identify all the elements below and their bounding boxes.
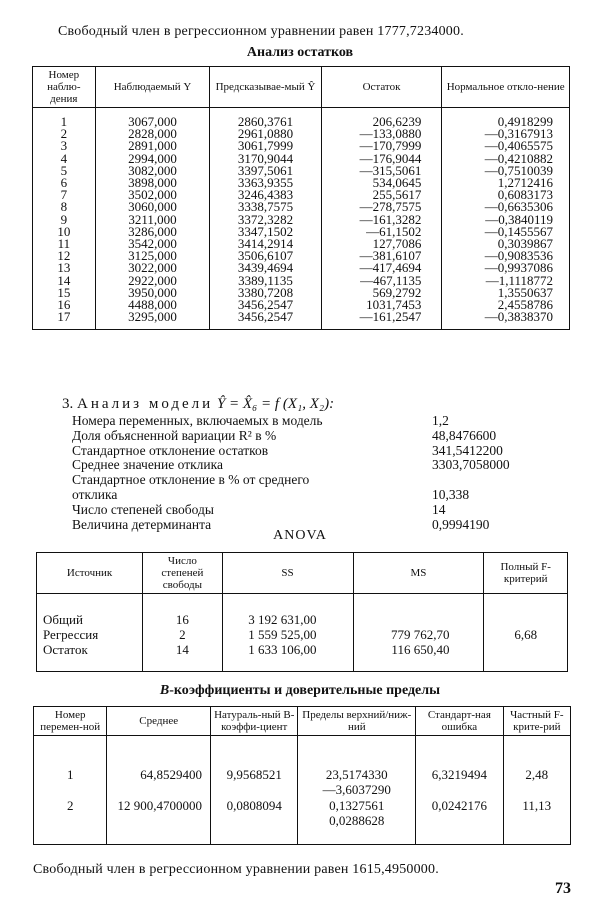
stat-label: Среднее значение отклика	[72, 457, 223, 473]
ss-cell: 3 192 631,00	[222, 594, 353, 628]
predicted-cell: 3380,7208	[210, 287, 321, 299]
mean-cell: 12 900,4700000	[107, 797, 211, 814]
intercept-line-top: Свободный член в регрессионном уравнении равен 1777,7234000.	[58, 24, 464, 39]
model-heading	[62, 396, 334, 413]
stat-label: Величина детерминанта	[72, 516, 212, 532]
ms-cell: 116 650,40	[353, 642, 484, 672]
header-obs-number: Номер наблю-дения	[33, 67, 96, 108]
std-error-cell: 0,0242176	[416, 797, 503, 814]
residual-cell: —61,1502	[321, 226, 442, 238]
stat-label: Число степеней свободы	[72, 501, 214, 517]
residual-row	[33, 108, 570, 129]
header-ss: SS	[222, 553, 353, 594]
predicted-cell: 3347,1502	[210, 226, 321, 238]
observed-cell: 2994,000	[95, 153, 210, 165]
normal-deviation-cell: —0,7510039	[442, 165, 570, 177]
residual-cell: —170,7999	[321, 140, 442, 152]
b-coef-cell	[210, 783, 297, 798]
predicted-cell: 2961,0880	[210, 128, 321, 140]
predicted-cell: 3456,2547	[210, 311, 321, 330]
observed-cell: 4488,000	[95, 299, 210, 311]
header-var-number: Номер перемен-ной	[34, 707, 107, 736]
obs-number-cell: 1	[33, 108, 96, 129]
coef-row	[34, 783, 571, 798]
predicted-cell: 3170,9044	[210, 153, 321, 165]
intercept-line-bottom: Свободный член в регрессионном уравнении равен 1615,4950000.	[33, 862, 439, 877]
var-number-cell: 1	[34, 736, 107, 783]
observed-cell: 3295,000	[95, 311, 210, 330]
obs-number-cell: 4	[33, 153, 96, 165]
header-source: Источник	[37, 553, 143, 594]
stat-row	[72, 429, 552, 444]
observed-cell: 3082,000	[95, 165, 210, 177]
predicted-cell: 3439,4694	[210, 262, 321, 274]
partial-f-cell	[503, 783, 570, 798]
partial-f-cell: 11,13	[503, 797, 570, 814]
normal-deviation-cell: —0,9937086	[442, 262, 570, 274]
residual-cell: 569,2792	[321, 287, 442, 299]
df-cell: 16	[143, 594, 222, 628]
ms-cell: 779 762,70	[353, 627, 484, 642]
residual-cell: 255,5617	[321, 189, 442, 201]
partial-f-cell: 2,48	[503, 736, 570, 783]
residuals-table	[32, 66, 570, 330]
limits-cell: —3,6037290	[298, 783, 416, 798]
obs-number-cell: 10	[33, 226, 96, 238]
observed-cell: 3898,000	[95, 177, 210, 189]
predicted-cell: 3506,6107	[210, 250, 321, 262]
obs-number-cell: 15	[33, 287, 96, 299]
anova-title: ANOVA	[273, 528, 327, 543]
stat-value: 3303,7058000	[432, 457, 510, 473]
stat-value: 10,338	[432, 486, 470, 502]
residual-row	[33, 311, 570, 330]
coef-title	[0, 683, 600, 699]
anova-row	[37, 627, 568, 642]
model-heading-formula: Ŷ = X̂₆ = f (X₁, X₂):	[216, 396, 335, 412]
obs-number-cell: 7	[33, 189, 96, 201]
obs-number-cell: 14	[33, 275, 96, 287]
normal-deviation-cell: 0,6083173	[442, 189, 570, 201]
stat-value: 1,2	[432, 413, 449, 428]
stat-value: 14	[432, 501, 446, 517]
coefficients-table	[33, 706, 571, 845]
mean-cell	[107, 814, 211, 845]
residual-cell: —315,5061	[321, 165, 442, 177]
header-observed: Наблюдаемый Y	[95, 67, 210, 108]
observed-cell: 3950,000	[95, 287, 210, 299]
stat-row	[72, 473, 552, 488]
predicted-cell: 3389,1135	[210, 275, 321, 287]
observed-cell: 3067,000	[95, 108, 210, 129]
df-cell: 14	[143, 642, 222, 672]
obs-number-cell: 9	[33, 214, 96, 226]
residual-cell: 127,7086	[321, 238, 442, 250]
header-b-coef: Натураль-ный B-коэффи-циент	[210, 707, 297, 736]
header-predicted: Предсказывае-мый Ŷ	[210, 67, 321, 108]
residual-cell: —417,4694	[321, 262, 442, 274]
obs-number-cell: 3	[33, 140, 96, 152]
std-error-cell: 6,3219494	[416, 736, 503, 783]
ms-cell	[353, 594, 484, 628]
source-cell: Регрессия	[37, 627, 143, 642]
predicted-cell: 3338,7575	[210, 201, 321, 213]
observed-cell: 3060,000	[95, 201, 210, 213]
observed-cell: 3211,000	[95, 214, 210, 226]
obs-number-cell: 5	[33, 165, 96, 177]
df-cell: 2	[143, 627, 222, 642]
normal-deviation-cell: —0,3840119	[442, 214, 570, 226]
limits-cell: 23,5174330	[298, 736, 416, 783]
residual-cell: 534,0645	[321, 177, 442, 189]
source-cell: Остаток	[37, 642, 143, 672]
std-error-cell	[416, 783, 503, 798]
model-stats	[72, 414, 552, 532]
normal-deviation-cell: 1,3550637	[442, 287, 570, 299]
normal-deviation-cell: 1,2712416	[442, 177, 570, 189]
stat-label: Номера переменных, включаемых в модель	[72, 413, 323, 428]
header-std-error: Стандарт-ная ошибка	[416, 707, 503, 736]
model-heading-text: Анализ модели	[77, 396, 214, 412]
f-cell: 6,68	[484, 627, 568, 642]
obs-number-cell: 8	[33, 201, 96, 213]
stat-label: Доля объясненной вариации R² в %	[72, 427, 277, 443]
page-number: 73	[555, 880, 571, 897]
normal-deviation-cell: —0,1455567	[442, 226, 570, 238]
var-number-cell: 2	[34, 797, 107, 814]
f-cell	[484, 642, 568, 672]
residual-row	[33, 165, 570, 177]
residual-row	[33, 287, 570, 299]
stat-row	[72, 414, 552, 429]
stat-row	[72, 458, 552, 473]
residual-cell: —161,3282	[321, 214, 442, 226]
residual-row	[33, 177, 570, 189]
residual-cell: —381,6107	[321, 250, 442, 262]
observed-cell: 2922,000	[95, 275, 210, 287]
residual-row	[33, 275, 570, 287]
predicted-cell: 3061,7999	[210, 140, 321, 152]
normal-deviation-cell: —1,1118772	[442, 275, 570, 287]
normal-deviation-cell: —0,6635306	[442, 201, 570, 213]
predicted-cell: 3363,9355	[210, 177, 321, 189]
header-residual: Остаток	[321, 67, 442, 108]
std-error-cell	[416, 814, 503, 845]
predicted-cell: 2860,3761	[210, 108, 321, 129]
normal-deviation-cell: —0,3167913	[442, 128, 570, 140]
var-number-cell	[34, 814, 107, 845]
stat-value: 0,9994190	[432, 516, 490, 532]
observed-cell: 3286,000	[95, 226, 210, 238]
predicted-cell: 3456,2547	[210, 299, 321, 311]
obs-number-cell: 2	[33, 128, 96, 140]
limits-cell: 0,1327561	[298, 797, 416, 814]
stat-label: отклика	[72, 486, 118, 502]
f-cell	[484, 594, 568, 628]
residual-cell: —467,1135	[321, 275, 442, 287]
stat-value	[432, 473, 552, 488]
observed-cell: 3022,000	[95, 262, 210, 274]
mean-cell: 64,8529400	[107, 736, 211, 783]
b-coef-cell: 9,9568521	[210, 736, 297, 783]
b-coef-cell	[210, 814, 297, 845]
ss-cell: 1 633 106,00	[222, 642, 353, 672]
obs-number-cell: 16	[33, 299, 96, 311]
stat-row	[72, 444, 552, 459]
residual-cell: 1031,7453	[321, 299, 442, 311]
normal-deviation-cell: —0,3838370	[442, 311, 570, 330]
mean-cell	[107, 783, 211, 798]
normal-deviation-cell: —0,9083536	[442, 250, 570, 262]
header-limits: Пределы верхний/ниж-ний	[298, 707, 416, 736]
residual-cell: —278,7575	[321, 201, 442, 213]
predicted-cell: 3397,5061	[210, 165, 321, 177]
header-ms: MS	[353, 553, 484, 594]
anova-table	[36, 552, 568, 672]
coef-row	[34, 814, 571, 845]
anova-row	[37, 594, 568, 628]
header-df: Число степеней свободы	[143, 553, 222, 594]
obs-number-cell: 13	[33, 262, 96, 274]
predicted-cell: 3414,2914	[210, 238, 321, 250]
source-cell: Общий	[37, 594, 143, 628]
obs-number-cell: 11	[33, 238, 96, 250]
coef-row	[34, 797, 571, 814]
partial-f-cell	[503, 814, 570, 845]
observed-cell: 3542,000	[95, 238, 210, 250]
observed-cell: 2891,000	[95, 140, 210, 152]
anova-row	[37, 642, 568, 672]
stat-label: Стандартное отклонение остатков	[72, 442, 269, 458]
observed-cell: 3502,000	[95, 189, 210, 201]
stat-value: 341,5412200	[432, 442, 503, 458]
normal-deviation-cell: 0,4918299	[442, 108, 570, 129]
residual-cell: —161,2547	[321, 311, 442, 330]
coef-title-b: B	[159, 683, 170, 698]
ss-cell: 1 559 525,00	[222, 627, 353, 642]
stat-row	[72, 503, 552, 518]
predicted-cell: 3372,3282	[210, 214, 321, 226]
observed-cell: 3125,000	[95, 250, 210, 262]
residual-cell: 206,6239	[321, 108, 442, 129]
normal-deviation-cell: —0,4210882	[442, 153, 570, 165]
coef-title-rest: -коэффициенты и доверительные пределы	[169, 683, 441, 698]
obs-number-cell: 12	[33, 250, 96, 262]
coef-row	[34, 736, 571, 783]
stat-label: Стандартное отклонение в % от среднего	[72, 472, 310, 488]
observed-cell: 2828,000	[95, 128, 210, 140]
residual-row	[33, 226, 570, 238]
normal-deviation-cell: 2,4558786	[442, 299, 570, 311]
residual-cell: —176,9044	[321, 153, 442, 165]
header-partial-f: Частный F-крите-рий	[503, 707, 570, 736]
model-heading-number: 3.	[62, 396, 74, 412]
limits-cell: 0,0288628	[298, 814, 416, 845]
stat-row	[72, 488, 552, 503]
header-f: Полный F-критерий	[484, 553, 568, 594]
normal-deviation-cell: 0,3039867	[442, 238, 570, 250]
var-number-cell	[34, 783, 107, 798]
normal-deviation-cell: —0,4065575	[442, 140, 570, 152]
residuals-title: Анализ остатков	[246, 45, 354, 60]
predicted-cell: 3246,4383	[210, 189, 321, 201]
residual-cell: —133,0880	[321, 128, 442, 140]
b-coef-cell: 0,0808094	[210, 797, 297, 814]
obs-number-cell: 17	[33, 311, 96, 330]
header-mean: Среднее	[107, 707, 211, 736]
stat-value: 48,8476600	[432, 427, 497, 443]
header-normal-deviation: Нормальное откло-нение	[442, 67, 570, 108]
obs-number-cell: 6	[33, 177, 96, 189]
